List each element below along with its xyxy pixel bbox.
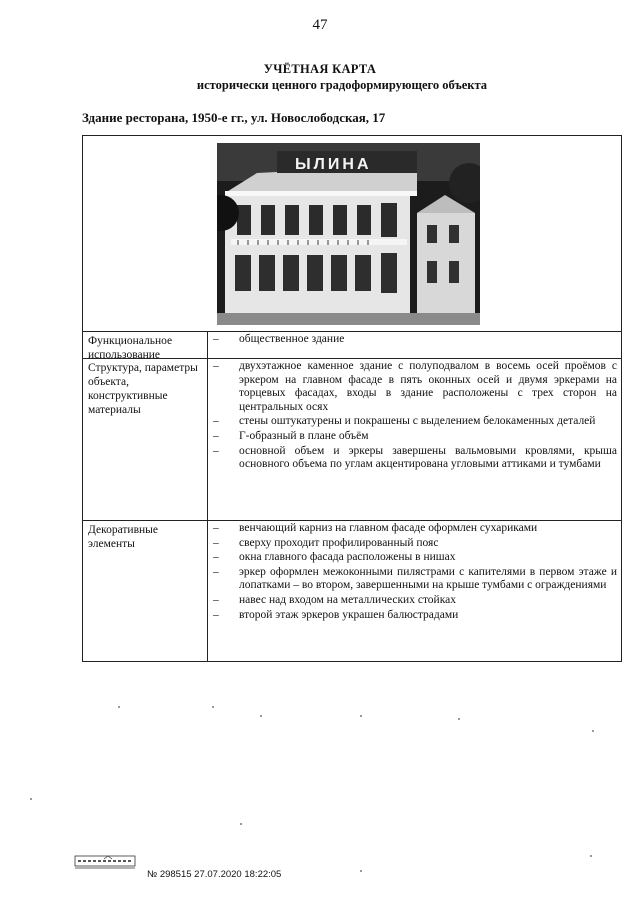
list-item bbox=[213, 333, 617, 347]
list-item-text: окна главного фасада расположены в нишах bbox=[239, 551, 456, 564]
dash-bullet: – bbox=[213, 333, 219, 345]
dash-bullet: – bbox=[213, 415, 219, 428]
scan-speck bbox=[212, 706, 214, 708]
dash-bullet: – bbox=[213, 608, 219, 621]
photo-sign-text: ЫЛИНА bbox=[295, 156, 372, 173]
list-item-text: эркер оформлен межоконными пилястрами с капителями в первом этаже и лопатками – во втором, завершенными на крыше тумбами с ограждениями bbox=[239, 565, 617, 592]
scan-speck bbox=[360, 715, 362, 717]
row-decorative-elements bbox=[83, 521, 621, 661]
dash-bullet: – bbox=[213, 565, 219, 578]
document-registration-number: № 298515 27.07.2020 18:22:05 bbox=[147, 869, 282, 880]
list-item bbox=[213, 360, 617, 414]
dash-bullet: – bbox=[213, 444, 219, 457]
list-item-text: стены оштукатурены и покрашены с выделением белокаменных деталей bbox=[239, 415, 596, 428]
list-item-text: сверху проходит профилированный пояс bbox=[239, 536, 439, 549]
scan-speck bbox=[240, 823, 242, 825]
scan-speck bbox=[458, 718, 460, 720]
list-item bbox=[213, 537, 617, 551]
dash-bullet: – bbox=[213, 536, 219, 549]
scan-speck bbox=[592, 730, 594, 732]
scan-speck bbox=[590, 855, 592, 857]
registry-stamp-icon bbox=[74, 855, 136, 871]
dash-bullet: – bbox=[213, 429, 219, 442]
object-subtitle: Здание ресторана, 1950-е гг., ул. Новослободская, 17 bbox=[82, 110, 386, 125]
row-items-decorative bbox=[208, 521, 621, 661]
document-title-sub: исторически ценного градоформирующего объекта bbox=[196, 78, 488, 92]
registration-card-table bbox=[82, 135, 622, 662]
document-header bbox=[0, 62, 640, 93]
list-item bbox=[213, 551, 617, 565]
list-item bbox=[213, 415, 617, 429]
row-label-functional-use: Функциональное использование bbox=[83, 332, 208, 358]
list-item bbox=[213, 594, 617, 608]
dash-bullet: – bbox=[213, 360, 219, 372]
list-item-text: второй этаж эркеров украшен балюстрадами bbox=[239, 608, 459, 621]
page-number: 47 bbox=[312, 17, 328, 33]
scan-speck bbox=[30, 798, 32, 800]
document-title: УЧЁТНАЯ КАРТА bbox=[263, 62, 377, 76]
photo-cell bbox=[83, 136, 621, 332]
list-item bbox=[213, 445, 617, 472]
row-label-decorative: Декоративные элементы bbox=[83, 521, 208, 661]
dash-bullet: – bbox=[213, 593, 219, 606]
row-items-functional-use bbox=[208, 332, 621, 358]
list-item bbox=[213, 609, 617, 623]
scan-speck bbox=[118, 706, 120, 708]
dash-bullet: – bbox=[213, 551, 219, 564]
row-structure bbox=[83, 359, 621, 521]
list-item-text: двухэтажное каменное здание с полуподвалом в восемь осей проёмов с эркером на главном фасаде в пять оконных осей и двумя эркерами на торцевых фасадах, входы в здание расположены с трех сторон на центральных осях bbox=[239, 360, 617, 413]
list-item-text: Г-образный в плане объём bbox=[239, 429, 369, 442]
list-item bbox=[213, 566, 617, 593]
row-items-structure bbox=[208, 359, 621, 520]
dash-bullet: – bbox=[213, 522, 219, 534]
building-photo-image bbox=[217, 143, 480, 325]
scan-speck bbox=[360, 870, 362, 872]
list-item-text: общественное здание bbox=[239, 333, 345, 345]
row-label-structure: Структура, параметры объекта, конструктивные материалы bbox=[83, 359, 208, 520]
row-functional-use bbox=[83, 332, 621, 359]
list-item-text: венчающий карниз на главном фасаде оформлен сухариками bbox=[239, 522, 538, 534]
building-photo bbox=[217, 143, 480, 325]
list-item-text: основной объем и эркеры завершены вальмовыми кровлями, крыша основного объема по углам акцентирована угловыми аттиками и тумбами bbox=[239, 444, 617, 471]
list-item-text: навес над входом на металлических стойках bbox=[239, 593, 456, 606]
list-item bbox=[213, 430, 617, 444]
list-item bbox=[213, 522, 617, 536]
scan-speck bbox=[260, 715, 262, 717]
